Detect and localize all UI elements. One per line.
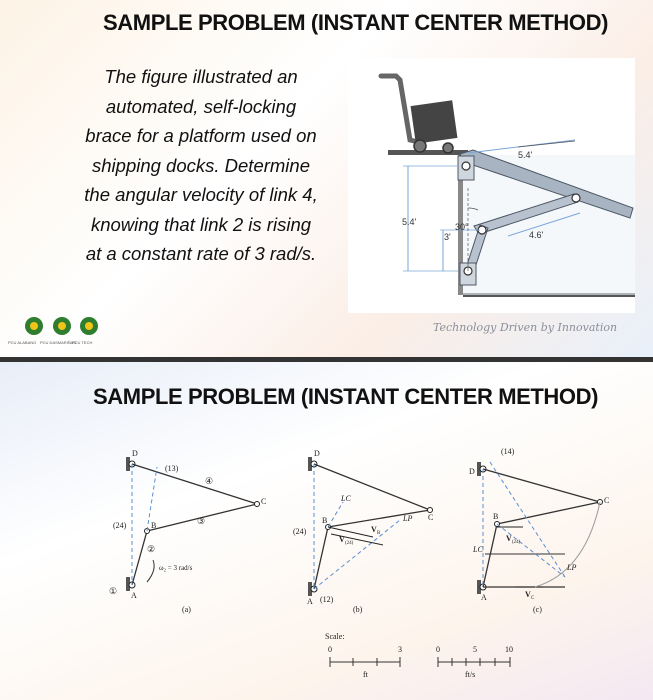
school-logos (8, 317, 98, 357)
figure-c (469, 447, 609, 614)
logo-icon (25, 317, 43, 335)
instant-center-diagrams (95, 442, 653, 697)
label-LC-c: LC (473, 545, 483, 554)
label-24-b: (24) (293, 527, 307, 536)
problem-statement: The figure illustrated an automated, self-locking brace for a platform used on shipping docks. Determine the angular velocity of link 4, knowing that link 2 is rising at a constant rate of 3 rad/s. (84, 66, 318, 264)
scale-v-5: 5 (473, 645, 477, 654)
label-link4-a: ④ (205, 476, 214, 486)
label-13-a: (13) (165, 464, 179, 473)
label-VC-c: V (525, 590, 531, 599)
dim-5-4-left: 5.4' (402, 217, 417, 227)
label-A-c: A (481, 593, 487, 602)
label-link2-a: ② (147, 544, 156, 554)
label-D-c: D (469, 467, 475, 476)
label-LC-b: LC (341, 494, 351, 503)
label-LP-c: LP (567, 563, 577, 572)
caption-a: (a) (182, 605, 191, 614)
label-C-c: C (604, 496, 610, 505)
caption-b: (b) (353, 605, 363, 614)
scale-bars (325, 632, 513, 679)
label-D-a: D (132, 449, 138, 458)
label-VB-sub-b: B (377, 531, 381, 536)
logo-icon (53, 317, 71, 335)
scale-ft-unit: ft (363, 670, 368, 679)
tagline: Technology Driven by Innovation (433, 321, 618, 334)
scale-ft-0: 0 (328, 645, 332, 654)
label-V24-sub-b: (24) (345, 541, 354, 546)
label-VB-b: V (371, 525, 377, 534)
angle-30: 30° (455, 222, 469, 232)
label-B-a: B (151, 521, 157, 530)
label-B-c: B (493, 512, 499, 521)
slide-1-title: SAMPLE PROBLEM (INSTANT CENTER METHOD) (103, 10, 609, 35)
label-14-c: (14) (501, 447, 515, 456)
scale-ft-3: 3 (398, 645, 402, 654)
logo-icon (80, 317, 98, 335)
label-link3-a: ③ (197, 516, 206, 526)
scale-label: Scale: (325, 632, 345, 641)
label-VC-sub-c: C (531, 596, 535, 601)
label-link1-a: ① (109, 586, 118, 596)
label-B-b: B (322, 516, 328, 525)
figure-a (109, 449, 266, 614)
slide-2-title: SAMPLE PROBLEM (INSTANT CENTER METHOD) (93, 384, 599, 409)
logo-label: PCU DASMARIÑAS (40, 340, 77, 345)
scale-v-0: 0 (436, 645, 440, 654)
label-C-b: C (428, 513, 434, 522)
caption-c: (c) (533, 605, 542, 614)
label-A-a: A (131, 591, 137, 600)
label-A-b: A (307, 597, 313, 606)
label-omega-a: ω₂ = 3 rad/s (159, 564, 193, 572)
dim-5-4-top: 5.4' (518, 150, 533, 160)
logo-label: PCU ALABANG (8, 340, 37, 345)
logo-label: PCU TECH (72, 340, 93, 345)
slide-2 (0, 362, 653, 700)
label-V24-b: V (339, 535, 345, 544)
scale-fts-unit: ft/s (465, 670, 476, 679)
label-V24-c: V (506, 534, 512, 543)
dim-3: 3' (444, 232, 451, 242)
label-24-a: (24) (113, 521, 127, 530)
dock-brace-drawing (348, 58, 635, 313)
label-D-b: D (314, 449, 320, 458)
scale-v-10: 10 (505, 645, 513, 654)
label-C-a: C (261, 497, 267, 506)
label-V24-sub-c: (24) (512, 540, 521, 545)
label-LP-b: LP (403, 514, 413, 523)
dock-brace-figure (348, 58, 635, 313)
figure-b (293, 449, 433, 614)
label-12-b: (12) (320, 595, 334, 604)
dim-4-6: 4.6' (529, 230, 544, 240)
